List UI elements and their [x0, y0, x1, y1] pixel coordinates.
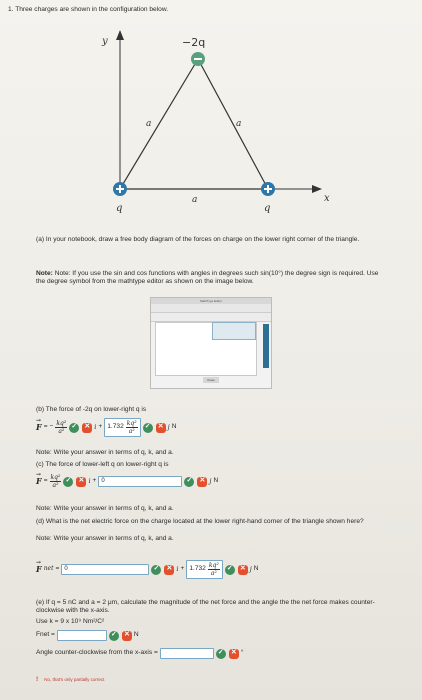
- unit-i-b: i: [94, 423, 97, 432]
- editor-toolbar-1: [151, 304, 271, 313]
- plus-c: +: [92, 477, 97, 485]
- incorrect-icon: ✕: [122, 631, 132, 641]
- part-a-note-text: Note: If you use the sin and cos functions with angles in degrees such sin(10°) the degree sign is required. Use the degree symbol from the mathtype editor as shown on the image below.: [36, 270, 379, 286]
- correct-icon: ✓: [69, 423, 79, 433]
- minus-sign-b: −: [49, 423, 54, 431]
- correct-icon: ✓: [143, 423, 153, 433]
- part-a-note: [36, 270, 386, 287]
- feedback-banner: [36, 676, 104, 684]
- plus-d: +: [180, 565, 185, 573]
- side-left-label: a: [146, 119, 152, 129]
- part-b-note: Note: Write your answer in terms of q, k, and a.: [36, 449, 174, 456]
- part-b-equation: [36, 418, 176, 437]
- angle-row: [36, 648, 244, 659]
- fnet-input[interactable]: [57, 630, 107, 641]
- question-header: [8, 6, 168, 14]
- y-axis-arrow: [116, 30, 124, 40]
- unit-j-b: j: [167, 423, 170, 432]
- fraction-c: $\frac{\text{kq²}}{\text{a²}}$: [50, 474, 61, 489]
- incorrect-icon: ✕: [156, 423, 166, 433]
- editor-scrollbar: [263, 324, 269, 368]
- incorrect-icon: ✕: [197, 477, 207, 487]
- equals-d: =: [55, 565, 60, 573]
- unit-i-c: i: [88, 477, 91, 486]
- editor-close-button: Close: [203, 377, 219, 383]
- fraction-b1: $\frac{\text{kq²}}{\text{a²}}$: [56, 420, 67, 435]
- fraction-b2: $\frac{\text{kq²}}{\text{a²}}$: [126, 420, 137, 435]
- unit-j-d: j: [249, 565, 252, 574]
- equals-b: =: [43, 423, 48, 431]
- force-vector-c: → F: [36, 477, 42, 485]
- editor-toolbar-2: [151, 313, 271, 322]
- correct-icon: ✓: [109, 631, 119, 641]
- question-number: 1.: [8, 6, 14, 13]
- unit-newton-b: N: [171, 423, 177, 431]
- use-k-text: Use k = 9 x 10⁹ Nm²/C²: [36, 618, 105, 625]
- note-label: Note:: [36, 270, 53, 277]
- part-c-note: Note: Write your answer in terms of q, k, and a.: [36, 505, 174, 512]
- unit-j-c: j: [209, 477, 212, 486]
- part-c-text: (c) The force of lower-left q on lower-right q is: [36, 461, 169, 468]
- top-charge-label: −2q: [182, 36, 206, 49]
- coef-b: 1.732: [107, 423, 124, 431]
- part-b-text: (b) The force of -2q on lower-right q is: [36, 406, 147, 413]
- coef-d: 1.732: [189, 565, 206, 573]
- triangle-left-side: [120, 59, 198, 189]
- mathtype-editor-image: [150, 297, 272, 389]
- unit-newton-d: N: [253, 565, 259, 573]
- part-e-text: (e) If q = 5 nC and a = 2 μm, calculate the magnitude of the net force and the angle the the net force makes counter-clockwise with the x-axis.: [36, 599, 375, 615]
- equals-c: =: [43, 477, 48, 485]
- part-d-text: (d) What is the net electric force on the charge located at the lower right-hand corner of the triangle shown here?: [36, 518, 364, 525]
- y-axis-label: y: [102, 36, 108, 47]
- triangle-right-side: [198, 59, 268, 189]
- fnet-row: [36, 630, 139, 641]
- charge-configuration-figure: [80, 26, 360, 226]
- incorrect-icon: ✕: [76, 477, 86, 487]
- force-vector-net: → F: [36, 565, 42, 573]
- left-charge-label: q: [116, 203, 123, 214]
- fnet-label: Fnet =: [36, 631, 55, 639]
- correct-icon: ✓: [225, 565, 235, 575]
- part-d-equation: [36, 560, 259, 579]
- incorrect-icon: ✕: [238, 565, 248, 575]
- answer-input-d-i[interactable]: 0: [61, 564, 149, 575]
- fraction-d: $\frac{\text{kq²}}{\text{a²}}$: [208, 562, 219, 577]
- side-right-label: a: [236, 119, 242, 129]
- editor-symbol-palette: [212, 322, 256, 340]
- editor-close-area: [151, 368, 271, 386]
- force-vector-b: → F: [36, 423, 42, 431]
- editor-title-bar: MathType Editor: [151, 298, 271, 304]
- answer-input-d-j[interactable]: [186, 560, 222, 579]
- part-c-equation: [36, 474, 218, 489]
- angle-input[interactable]: [160, 648, 214, 659]
- answer-input-b-j[interactable]: [104, 418, 140, 437]
- incorrect-icon: ✕: [164, 565, 174, 575]
- x-axis-arrow: [312, 185, 322, 193]
- plus-b: +: [98, 423, 103, 431]
- question-intro: Three charges are shown in the configuration below.: [15, 6, 169, 13]
- incorrect-icon: ✕: [229, 649, 239, 659]
- part-a-text: (a) In your notebook, draw a free body diagram of the forces on charge on the lower right corner of the triangle.: [36, 236, 360, 243]
- correct-icon: ✓: [63, 477, 73, 487]
- fnet-unit: N: [133, 631, 139, 639]
- incorrect-icon: ✕: [82, 423, 92, 433]
- x-axis-label: x: [324, 193, 330, 204]
- answer-input-c-j[interactable]: 0: [98, 476, 182, 487]
- angle-label: Angle counter-clockwise from the x-axis =: [36, 649, 158, 657]
- warning-icon: !: [36, 676, 39, 683]
- part-d-note: Note: Write your answer in terms of q, k, and a.: [36, 535, 174, 542]
- unit-newton-c: N: [213, 477, 219, 485]
- correct-icon: ✓: [216, 649, 226, 659]
- unit-i-d: i: [176, 565, 179, 574]
- right-charge-label: q: [264, 203, 271, 214]
- angle-unit: °: [240, 649, 244, 657]
- correct-icon: ✓: [184, 477, 194, 487]
- net-subscript: net: [43, 565, 54, 573]
- side-bottom-label: a: [192, 195, 198, 205]
- correct-icon: ✓: [151, 565, 161, 575]
- feedback-text: No, that's only partially correct: [44, 677, 105, 682]
